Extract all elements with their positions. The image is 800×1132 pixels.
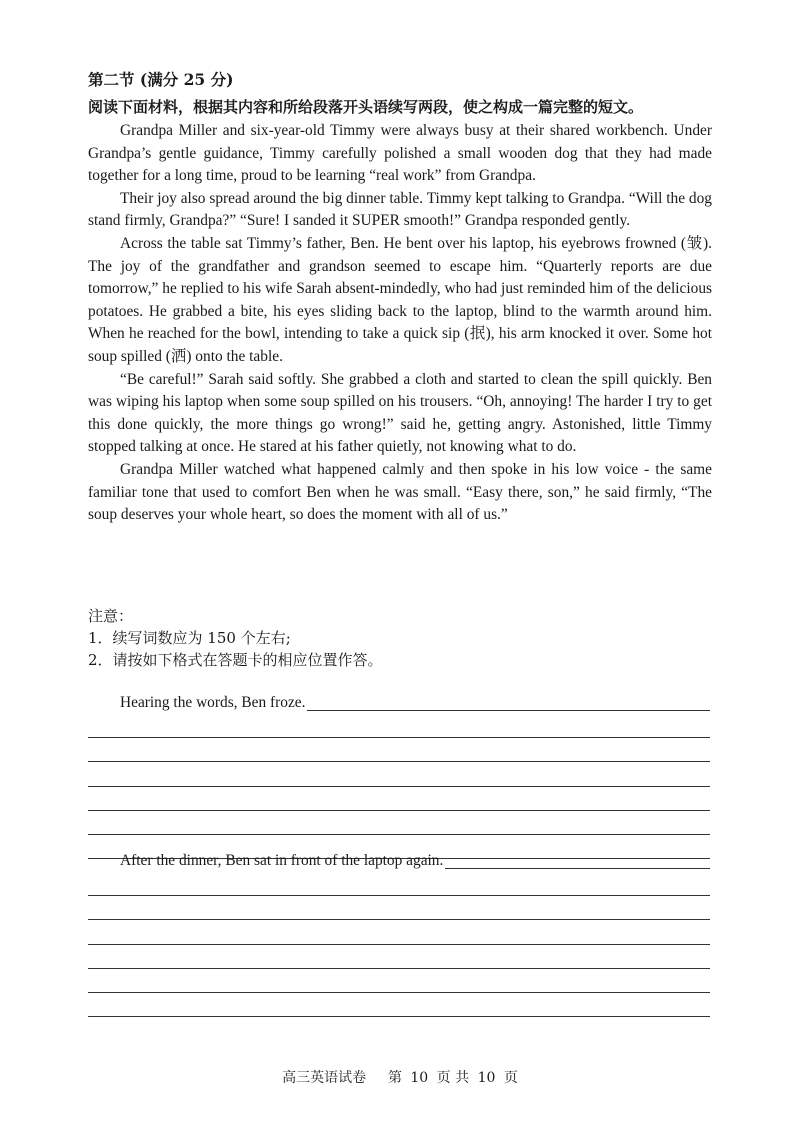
- page-footer: [0, 1068, 800, 1088]
- page-total: 10: [477, 1070, 496, 1086]
- answer-line[interactable]: [88, 714, 710, 738]
- answer-line[interactable]: [88, 762, 710, 786]
- task-instruction: 阅读下面材料，根据其内容和所给段落开头语续写两段，使之构成一篇完整的短文。: [88, 98, 644, 116]
- answer-line[interactable]: [88, 945, 710, 969]
- notes-item: 1．续写词数应为 150 个左右;: [88, 629, 291, 647]
- opening-sentence: After the dinner, Ben sat in front of the laptop again.: [120, 852, 444, 869]
- page-number: 10: [410, 1070, 429, 1086]
- continuation-paragraph-1: [88, 692, 710, 859]
- opening-sentence: Hearing the words, Ben froze.: [120, 694, 306, 711]
- answer-line[interactable]: [88, 738, 710, 762]
- answer-line[interactable]: [88, 920, 710, 944]
- answer-line[interactable]: [88, 811, 710, 835]
- page-suffix: 页: [503, 1070, 518, 1086]
- passage-paragraph: Grandpa Miller watched what happened calmly and then spoke in his low voice - the same familiar tone that used to comfort Ben when he was small. “Easy there, son,” he said firmly, “The soup deserves your whole heart, so does the moment with all of us.”: [88, 460, 712, 524]
- answer-blank[interactable]: [307, 710, 710, 711]
- answer-line[interactable]: [88, 896, 710, 920]
- passage-paragraph: Their joy also spread around the big dinner table. Timmy kept talking to Grandpa. “Will the dog stand firmly, Grandpa?” “Sure! I sanded it SUPER smooth!” Grandpa responded gently.: [88, 189, 712, 230]
- passage-paragraph: Across the table sat Timmy’s father, Ben. He bent over his laptop, his eyebrows frowned (皱). The joy of the grandfather and grandson seemed to escape him. “Quarterly reports are due tomorrow,” he replied to his wife Sarah absent-mindedly, who had just reminded him of the delicious potatoes. He grabbed a bite, his eyes sliding back to the laptop, blind to the warmth around him. When he reached for the bowl, intending to take a quick sip (抿), his arm knocked it over. Some hot soup spilled (洒) onto the table.: [88, 234, 712, 365]
- passage-paragraph: Grandpa Miller and six-year-old Timmy were always busy at their shared workbench. Under Grandpa’s gentle guidance, Timmy carefully polished a small wooden dog that they had made together for a long time, proud to be learning “real work” from Grandpa.: [88, 122, 712, 185]
- answer-line[interactable]: [88, 993, 710, 1017]
- opening-line[interactable]: [88, 692, 710, 714]
- section-title: 第二节 (满分 25 分): [88, 70, 234, 89]
- continuation-paragraph-2: [88, 850, 710, 1017]
- page-prefix: 第: [387, 1070, 402, 1086]
- reading-passage: [88, 120, 712, 527]
- answer-line[interactable]: [88, 969, 710, 993]
- answer-line[interactable]: [88, 787, 710, 811]
- opening-line[interactable]: [88, 850, 710, 872]
- answer-blank[interactable]: [445, 868, 710, 869]
- passage-paragraph: “Be careful!” Sarah said softly. She grabbed a cloth and started to clean the spill quickly. Ben was wiping his laptop when some soup spilled on his trousers. “Oh, annoying! The harder I try to get this done quickly, the more things go wrong!” said he, getting angry. Astonished, little Timmy stopped talking at once. He stared at his father quietly, not knowing what to do.: [88, 370, 712, 456]
- page-mid: 页 共: [436, 1070, 470, 1086]
- paper-name: 高三英语试卷: [282, 1070, 367, 1086]
- notes-item: 2．请按如下格式在答题卡的相应位置作答。: [88, 651, 383, 669]
- answer-line[interactable]: [88, 872, 710, 896]
- notes-section: [88, 605, 708, 671]
- notes-heading: 注意：: [88, 607, 134, 625]
